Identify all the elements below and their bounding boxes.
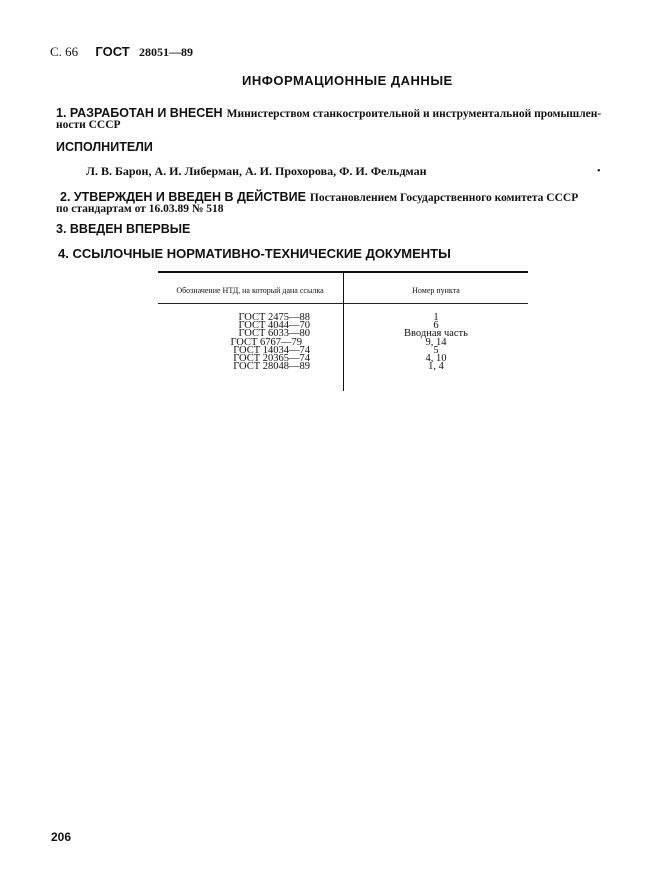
table-cell: ГОСТ 28048—89 <box>233 361 310 373</box>
performers-names: Л. В. Барон, А. И. Либерман, А. И. Прохорова, Ф. И. Фельдман <box>86 164 427 178</box>
performers-heading: ИСПОЛНИТЕЛИ <box>56 140 153 154</box>
table-cell: ГОСТ 2475—88 <box>238 312 310 323</box>
section-4-heading: 4. ССЫЛОЧНЫЕ НОРМАТИВНО-ТЕХНИЧЕСКИЕ ДОКУМЕНТЫ <box>58 246 451 261</box>
table-cell: 4, 10 <box>425 352 447 364</box>
table-cell: 6 <box>433 320 439 332</box>
table-cell: ГОСТ 6033—80 <box>238 328 310 340</box>
standard-label: ГОСТ <box>95 44 130 59</box>
section-2-text: Постановлением Государственного комитета СССР <box>309 192 579 204</box>
section-2-heading: 2. УТВЕРЖДЕН И ВВЕДЕН В ДЕЙСТВИЕ <box>60 190 306 204</box>
table-cell: 1, 4 <box>428 361 444 373</box>
table-cell: ГОСТ 14034—74 <box>233 344 310 356</box>
table-cell: ГОСТ 4044—70 <box>238 320 310 332</box>
page-title: ИНФОРМАЦИОННЫЕ ДАННЫЕ <box>242 73 453 88</box>
page-label: С. 66 <box>50 44 79 59</box>
table-column-designation <box>160 314 310 371</box>
table-cell: 1 <box>433 312 439 323</box>
table-cell: 5 <box>433 344 439 356</box>
table-column-divider <box>343 273 344 391</box>
standard-number: 28051—89 <box>139 45 193 59</box>
page-header <box>50 44 193 60</box>
section-1-heading: 1. РАЗРАБОТАН И ВНЕСЕН <box>56 106 223 120</box>
section-1-line2: ности СССР <box>56 119 121 131</box>
table-cell: ГОСТ 20365—74 <box>233 352 310 364</box>
section-2-line2: по стандартам от 16.03.89 № 518 <box>56 203 224 215</box>
table-header-clause: Номер пункта <box>412 286 460 295</box>
table-cell: 9, 14 <box>425 336 447 348</box>
table-header-designation: Обозначение НТД, на который дана ссылка <box>176 286 324 295</box>
table-cell: ГОСТ 6767—79 <box>230 336 302 348</box>
scan-mark: • <box>597 166 601 177</box>
section-3-heading: 3. ВВЕДЕН ВПЕРВЫЕ <box>56 222 191 236</box>
table-column-clause <box>346 314 526 371</box>
table-cell: Вводная часть <box>404 328 468 340</box>
section-1-line1 <box>56 104 628 122</box>
page-number: 206 <box>51 830 72 844</box>
section-1-text: Министерством станкостроительной и инструментальной промышлен- <box>226 108 602 120</box>
